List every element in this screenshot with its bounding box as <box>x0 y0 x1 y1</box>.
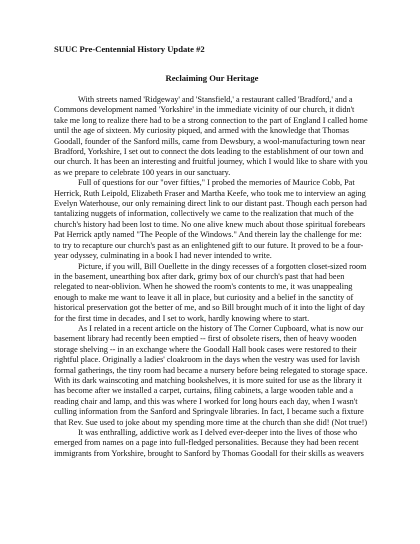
paragraph-4: As I related in a recent article on the history of The Corner Cupboard, what is now our basement library had recently been emptied -- first of obsolete risers, then of heavy wooden storage shelving -- in an exchange where the Goodall Hall book cases were restored to their rightful place. Originally a ladies' cloakroom in the days when the vestry was used for lavish formal gatherings, the tiny room had became a nursery before being relegated to storage space. With its dark wainscoting and matching bookshelves, it is more suited for use as the library it has become after we installed a carpet, curtains, filing cabinets, a large wooden table and a reading chair and lamp, and this was where I worked for long hours each day, when I wasn't culling information from the Sanford and Springvale libraries. In fact, I became such a fixture that Rev. Sue used to joke about my spending more time at the church than she did! (Not true!) <box>54 323 368 427</box>
paragraph-3: Picture, if you will, Bill Ouellette in the dingy recesses of a forgotten closet-sized room in the basement, unearthing box after dark, grimy box of our church's past that had been relegated to near-oblivion. When he showed the room's contents to me, it was unappealing enough to make me want to leave it all in place, but curiosity and a belief in the sanctity of historical preservation got the better of me, and so Bill brought much of it into the light of day for the first time in decades, and I set to work, hardly knowing where to start. <box>54 261 367 323</box>
document-header: SUUC Pre-Centennial History Update #2 <box>54 44 205 54</box>
paragraph-1: With streets named 'Ridgeway' and 'Stansfield,' a restaurant called 'Bradford,' and a Commons development named 'Yorkshire' in the immediate vicinity of our church, it didn't take me long to realize there had to be a strong connection to the part of England I called home until the age of sixteen. My curiosity piqued, and armed with the knowledge that Thomas Goodall, founder of the Sanford mills, came from Dewsbury, a wool-manufacturing town near Bradford, Yorkshire, I set out to connect the dots leading to the establishment of our town and our church. It has been an interesting and fruitful journey, which I would like to share with you as we prepare to celebrate 100 years in our sanctuary. <box>54 95 368 177</box>
paragraph-2: Full of questions for our "over fifties," I probed the memories of Maurice Cobb, Pat Herrick, Ruth Leipold, Elizabeth Fraser and Martha Keefe, who took me to interview an aging Evelyn Waterhouse, our only remaining direct link to our distant past. Though each person had tantalizing nuggets of information, collectively we came to the realization that much of the church's history had been lost to time. No one alive knew much about those spiritual forebears Pat Herrick aptly named "The People of the Windows." And therein lay the challenge for me: to try to recapture our church's past as an enlightened gift to our future. It proved to be a four-year odyssey, culminating in a book I had never intended to write. <box>54 178 367 261</box>
paragraph-5: It was enthralling, addictive work as I delved ever-deeper into the lives of those who emerged from names on a page into full-fledged personalities. Because they had been recent immigrants from Yorkshire, brought to Sanford by Thomas Goodall for their skills as weavers <box>54 428 364 458</box>
document-title: Reclaiming Our Heritage <box>165 73 259 83</box>
